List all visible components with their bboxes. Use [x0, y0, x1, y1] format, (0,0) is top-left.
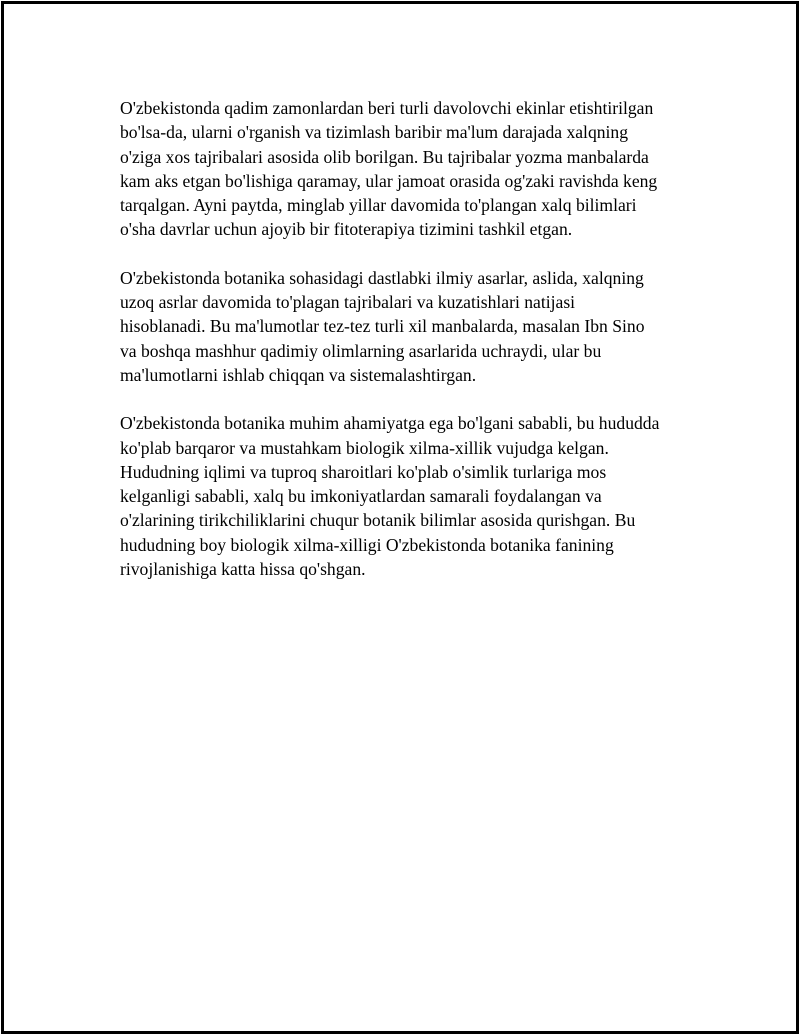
text-line: O'zbekistonda botanika sohasidagi dastlabki ilmiy asarlar, aslida, xalqning: [120, 267, 644, 288]
text-line: hisoblanadi. Bu ma'lumotlar tez-tez turli xil manbalarda, masalan Ibn Sino: [120, 316, 645, 337]
text-line: Hududning iqlimi va tuproq sharoitlari ko'plab o'simlik turlariga mos: [120, 461, 607, 482]
text-line: O'zbekistonda botanika muhim ahamiyatga ega bo'lgani sababli, bu hududda: [120, 413, 660, 434]
text-line: o'zlarining tirikchiliklarini chuqur botanik bilimlar asosida qurishgan. Bu: [120, 510, 636, 531]
text-line: tarqalgan. Ayni paytda, minglab yillar davomida to'plangan xalq bilimlari: [120, 195, 637, 216]
text-line: o'ziga xos tajribalari asosida olib borilgan. Bu tajribalar yozma manbalarda: [120, 146, 649, 167]
text-line: ko'plab barqaror va mustahkam biologik xilma-xillik vujudga kelgan.: [120, 437, 609, 458]
document-page: [1, 1, 799, 1034]
text-line: hududning boy biologik xilma-xilligi O'zbekistonda botanika fanining: [120, 534, 614, 555]
text-line: ma'lumotlarni ishlab chiqqan va sistemalashtirgan.: [120, 364, 477, 385]
text-line: kelganligi sababli, xalq bu imkoniyatlardan samarali foydalangan va: [120, 486, 602, 507]
paragraph-2: [120, 266, 700, 387]
text-line: bo'lsa-da, ularni o'rganish va tizimlash baribir ma'lum darajada xalqning: [120, 122, 629, 143]
paragraph-3: [120, 411, 700, 581]
text-line: rivojlanishiga katta hissa qo'shgan.: [120, 559, 366, 580]
text-line: uzoq asrlar davomida to'plagan tajribalari va kuzatishlari natijasi: [120, 292, 576, 313]
paragraph-1: [120, 96, 700, 242]
document-body: [120, 96, 700, 605]
text-line: O'zbekistonda qadim zamonlardan beri turli davolovchi ekinlar etishtirilgan: [120, 98, 654, 118]
text-line: o'sha davrlar uchun ajoyib bir fitoterapiya tizimini tashkil etgan.: [120, 219, 573, 240]
text-line: kam aks etgan bo'lishiga qaramay, ular jamoat orasida og'zaki ravishda keng: [120, 170, 658, 191]
text-line: va boshqa mashhur qadimiy olimlarning asarlarida uchraydi, ular bu: [120, 340, 602, 361]
